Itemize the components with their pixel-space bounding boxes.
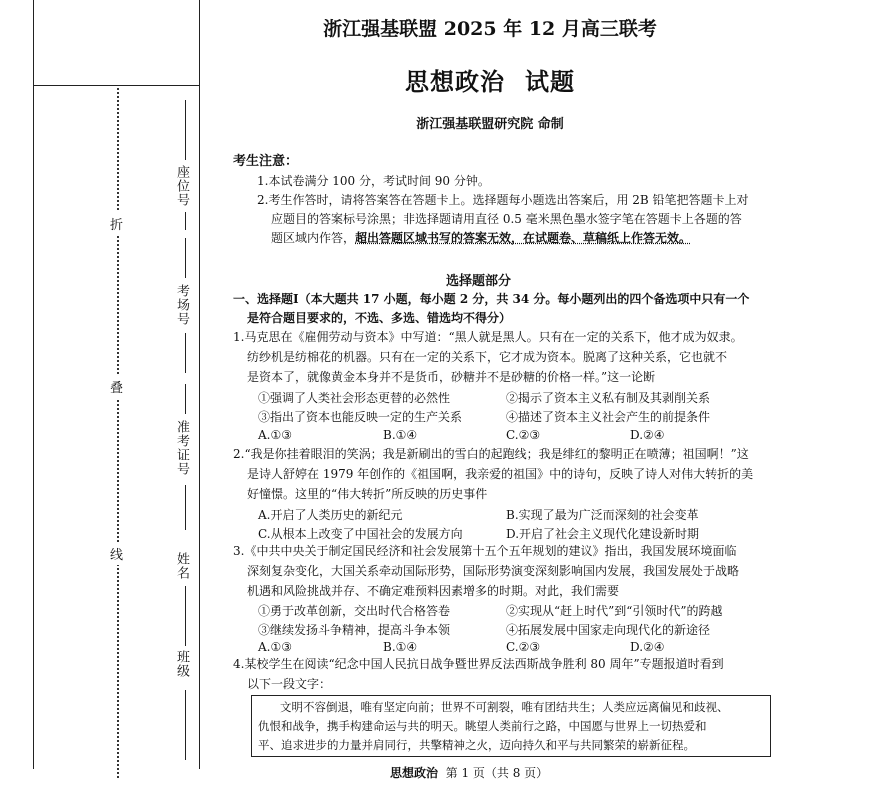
notice-item-2c-emphasis: 超出答题区域书写的答案无效，在试题卷、草稿纸上作答无效。 (355, 231, 692, 245)
q3-statement-3: ③继续发扬斗争精神，提高斗争本领 (258, 623, 451, 637)
section-heading: 选择题部分 (446, 274, 512, 289)
q1-statement-4: ④描述了资本主义社会产生的前提条件 (506, 410, 711, 424)
margin-border-right (199, 0, 200, 769)
subject-title (300, 62, 680, 97)
notice-heading: 考生注意： (233, 154, 299, 169)
exam-room-blank (185, 238, 186, 278)
seat-number-blank-tail (185, 212, 186, 230)
fold-mark-2: 叠 (110, 375, 123, 398)
part-instruction-2: 是符合题目要求的，不选、多选、错选均不得分） (247, 311, 512, 325)
q1-line-3: 是资本了，就像黄金本身并不是货币，砂糖并不是砂糖的价格一样。”这一论断 (247, 370, 656, 384)
q4-line-1: 4.某校学生在阅读“纪念中国人民抗日战争暨世界反法西斯战争胜利 80 周年”专题报道时看到 (233, 657, 724, 671)
name-label: 姓名 (174, 552, 189, 580)
q2-line-1: 2.“我是你挂着眼泪的笑涡；我是新刷出的雪白的起跑线；我是绯红的黎明正在喷薄；祖国啊！”这 (233, 447, 749, 461)
q3-statement-4: ④拓展发展中国家走向现代化的新途径 (506, 623, 711, 637)
q3-line-2: 深刻复杂变化，大国关系牵动国际形势，国际形势演变深刻影响国内发展，我国发展处于战略 (247, 564, 740, 578)
exam-room-label: 考场号 (174, 284, 189, 326)
candidate-id-blank-tail (185, 485, 186, 530)
notice-item-2b: 应题目的答案标号涂黑；非选择题请用直径 0.5 毫米黑色墨水签字笔在答题卡上各题的答 (271, 212, 742, 226)
class-blank (185, 690, 186, 760)
subject-name: 思想政治 (405, 67, 505, 96)
fold-mark-1: 折 (110, 212, 123, 235)
notice-item-2c-plain: 题区域内作答， (271, 231, 356, 245)
q3-line-3: 机遇和风险挑战并存、不确定难预料因素增多的时期。对此，我们需要 (247, 584, 620, 598)
q2-option-a[interactable]: A.开启了人类历史的新纪元 (258, 508, 403, 522)
q4-quote-line-1: 文明不容倒退，唯有坚定向前；世界不可割裂，唯有团结共生；人类应远离偏见和歧视、 (280, 700, 729, 714)
q1-option-b[interactable]: B.①④ (383, 428, 418, 442)
q1-statement-2: ②揭示了资本主义私有制及其剥削关系 (506, 391, 711, 405)
q3-option-b[interactable]: B.①④ (383, 640, 418, 654)
q3-line-1: 3.《中共中央关于制定国民经济和社会发展第十五个五年规划的建议》指出，我国发展环境面临 (233, 544, 737, 558)
footer-page-number: 第 1 页（共 8 页） (445, 766, 549, 780)
exam-room-blank-tail (185, 333, 186, 373)
q4-quote-box (251, 695, 771, 757)
q1-line-1: 1.马克思在《雇佣劳动与资本》中写道：“黑人就是黑人。只有在一定的关系下，他才成为奴隶。 (233, 330, 743, 344)
q3-statement-2: ②实现从“赶上时代”到“引领时代”的跨越 (506, 604, 723, 618)
q1-option-a[interactable]: A.①③ (258, 428, 292, 442)
q2-line-2: 是诗人舒婷在 1979 年创作的《祖国啊，我亲爱的祖国》中的诗句，反映了诗人对伟大转折的美 (247, 467, 754, 481)
q3-option-a[interactable]: A.①③ (258, 640, 292, 654)
page-footer (390, 764, 548, 781)
candidate-id-label: 准考证号 (174, 420, 189, 476)
q3-option-c[interactable]: C.②③ (506, 640, 541, 654)
q2-line-3: 好憧憬。这里的“伟大转折”所反映的历史事件 (247, 487, 488, 501)
fold-mark-3: 线 (110, 542, 123, 565)
q2-option-d[interactable]: D.开启了社会主义现代化建设新时期 (506, 527, 700, 541)
exam-author: 浙江强基联盟研究院 命制 (416, 117, 564, 132)
fold-line (117, 88, 119, 778)
footer-subject: 思想政治 (390, 766, 439, 780)
q1-statement-3: ③指出了资本也能反映一定的生产关系 (258, 410, 463, 424)
subject-subtitle: 试题 (525, 67, 575, 96)
q4-line-2: 以下一段文字： (247, 677, 332, 691)
notice-item-2c (271, 229, 691, 248)
q2-option-c[interactable]: C.从根本上改变了中国社会的发展方向 (258, 527, 463, 541)
part-instruction-1: 一、选择题Ⅰ（本大题共 17 小题，每小题 2 分，共 34 分。每小题列出的四个备选项中只有一个 (233, 292, 750, 306)
q1-option-d[interactable]: D.②④ (630, 428, 665, 442)
q1-option-c[interactable]: C.②③ (506, 428, 541, 442)
q4-quote-line-2: 仇恨和战争，携手构建命运与共的明天。眺望人类前行之路，中国愿与世界上一切热爱和 (258, 719, 707, 733)
q1-line-2: 纺纱机是纺棉花的机器。只有在一定的关系下，它才成为资本。脱离了这种关系，它也就不 (247, 350, 728, 364)
class-label: 班级 (174, 650, 189, 678)
exam-title: 浙江强基联盟 2025 年 12 月高三联考 (323, 18, 657, 40)
q2-option-b[interactable]: B.实现了最为广泛而深刻的社会变革 (506, 508, 699, 522)
notice-item-1: 1.本试卷满分 100 分，考试时间 90 分钟。 (257, 174, 490, 188)
seat-number-blank (185, 100, 186, 160)
margin-top-rule (33, 85, 199, 86)
q4-quote-line-3: 平、追求进步的力量并肩同行，共擎精神之火，迈向持久和平与共同繁荣的崭新征程。 (258, 738, 695, 752)
margin-border-left (33, 0, 34, 769)
q3-option-d[interactable]: D.②④ (630, 640, 665, 654)
seat-number-label: 座位号 (174, 165, 189, 207)
q3-statement-1: ①勇于改革创新，交出时代合格答卷 (258, 604, 451, 618)
notice-item-2a: 2.考生作答时，请将答案答在答题卡上。选择题每小题选出答案后，用 2B 铅笔把答题卡上对 (257, 193, 749, 207)
name-blank (185, 586, 186, 646)
q1-statement-1: ①强调了人类社会形态更替的必然性 (258, 391, 451, 405)
candidate-id-blank (185, 384, 186, 414)
